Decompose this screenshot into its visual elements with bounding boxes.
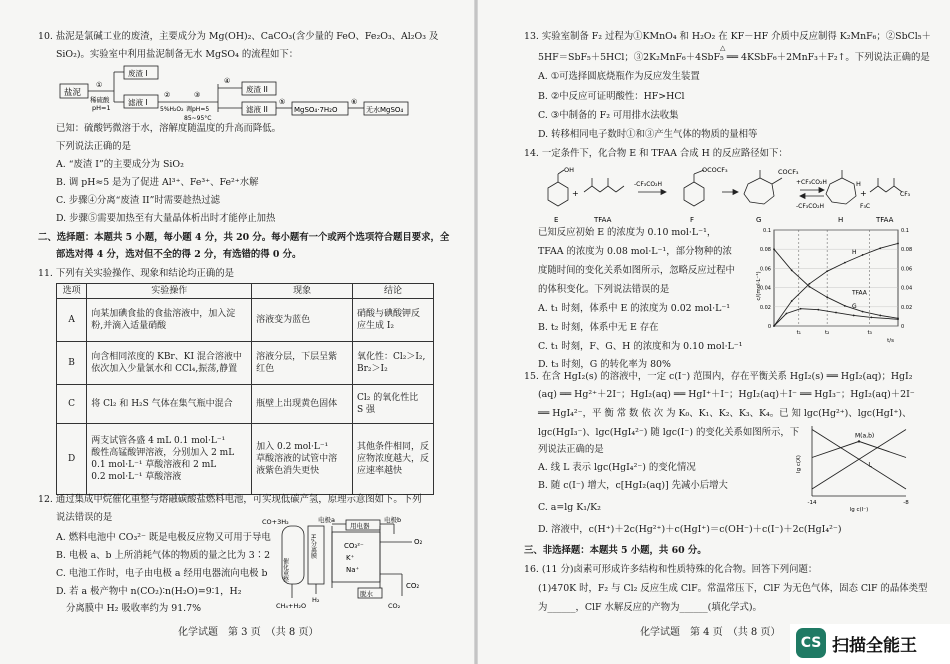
table-row xyxy=(57,342,434,385)
diagram-input-top: CO+3H₂ xyxy=(262,518,289,526)
q14-option-c: C. t₁ 时刻，F、G、H 的浓度和为 0.10 mol·L⁻¹ xyxy=(538,341,743,352)
q12-option-b: B. 电极 a、b 上所消耗气体的物质的量之比为 3∶2 xyxy=(56,550,271,561)
chart2-xtick: -14 xyxy=(807,500,817,506)
q12-stem-1: 12. 通过集成甲烷催化重整与熔融碳酸盐燃料电池，可实现低碳产氢，原理示意图如下。下列 xyxy=(38,494,422,505)
scheme-nh: H xyxy=(856,180,861,188)
scheme-label-h: H xyxy=(838,216,844,224)
section2-heading-2: 部选对得 4 分，选对但不全的得 2 分，有选错的得 0 分。 xyxy=(56,249,302,260)
q11-th-phenomenon: 现象 xyxy=(252,284,353,299)
chart2-xlabel: lg c(I⁻) xyxy=(849,507,869,513)
chart1-point xyxy=(897,243,899,245)
scheme-f3c: F₃C xyxy=(860,203,871,210)
chart1-point xyxy=(791,300,793,302)
flow-step1-bottom: pH=1 xyxy=(92,104,111,112)
q10-option-d: D. 步骤⑤需要加热至有大量晶体析出时才能停止加热 xyxy=(56,213,276,224)
diagram-feed: CH₄+H₂O xyxy=(276,602,307,610)
q15-line-2: (aq) ══ Hg²⁺＋2I⁻；HgI₂(aq) ══ HgI⁺＋I⁻；HgI₂(aq)＋I⁻ ══ HgI₃⁻；HgI₂(aq)＋2I⁻ xyxy=(538,389,915,400)
q10-stem-1: 10. 盐泥是氯碱工业的废渣，主要成分为 Mg(OH)₂、CaCO₃(含少量的 FeO、Fe₂O₃、Al₂O₃ 及 xyxy=(38,31,439,42)
scheme-label-tfaa2: TFAA xyxy=(876,216,894,224)
chart1-point xyxy=(809,283,811,285)
cell-line: 氧化性：Cl₂＞I₂, xyxy=(356,352,426,362)
diagram-reformer: 催化重整 xyxy=(281,558,289,582)
diagram-co2-bottom: CO₂ xyxy=(388,602,401,610)
chart1-point xyxy=(844,262,846,264)
cell-line: Br₂＞I₂ xyxy=(356,364,388,374)
table-row xyxy=(57,424,434,495)
scheme-arrow2-top: +CF₃CO₂H xyxy=(796,179,827,186)
q14-option-b: B. t₂ 时刻，体系中无 E 存在 xyxy=(538,322,659,333)
q14-text-2: TFAA 的浓度为 0.08 mol·L⁻¹，部分物种的浓 xyxy=(538,246,732,257)
chart1-xtick: t₃ xyxy=(867,330,872,336)
flow-step2-label: 5%H₂O₂ xyxy=(160,106,184,113)
q15-line-3: ══ HgI₄²⁻，平 衡 常 数 依 次 为 K₀、K₁、K₂、K₃、K₄。已 知 lgc(Hg²⁺)、lgc(HgI⁺)、 xyxy=(538,408,912,419)
chart1-ylabel: c/(mol·L⁻¹) xyxy=(756,271,762,301)
chart1-ytick-right: 0.1 xyxy=(901,228,909,234)
q16-line-2: (1)470K 时，F₂ 与 Cl₂ 反应生成 ClF。常温常压下，ClF 为无色气体，固态 ClF 的晶体类型 xyxy=(538,583,928,594)
chart1-point xyxy=(862,311,864,313)
scheme-ocof: OCOCF₃ xyxy=(702,166,728,174)
q11-row-b-phen xyxy=(252,342,353,385)
chart2-xtick: -8 xyxy=(903,500,909,506)
scheme-oh: OH xyxy=(564,166,575,174)
camscanner-watermark xyxy=(790,624,950,664)
flow-step4: ④ xyxy=(224,77,231,85)
q16-line-3: 为______，ClF 水解反应的产物为______(填化学式)。 xyxy=(538,602,762,613)
scheme-arrow1: -CF₃CO₂H xyxy=(634,181,663,188)
flow-step3-label: 调pH=5 xyxy=(186,106,210,113)
chart1-ytick-left: 0.04 xyxy=(759,285,771,292)
cell-line: 两支试管各盛 4 mL 0.1 mol·L⁻¹ xyxy=(91,436,226,446)
q12-option-d: D. 若 a 极产物中 n(CO₂)∶n(H₂O)=9∶1，H₂ xyxy=(56,586,242,597)
table-row xyxy=(57,299,434,342)
scheme-arrow2-bottom: -CF₃CO₂H xyxy=(796,203,825,210)
q12-option-d-cont: 分离膜中 H₂ 吸收率约为 91.7% xyxy=(66,603,202,614)
chart1-point xyxy=(879,315,881,317)
diagram-na: Na⁺ xyxy=(346,566,360,574)
chart2-ylabel: lg c(X) xyxy=(796,455,802,473)
cell-line: 应生成 I₂ xyxy=(356,321,395,331)
flow-start: 盐泥 xyxy=(64,88,82,98)
flow-residue1: 废渣 I xyxy=(128,69,148,78)
chart1-point xyxy=(835,312,837,314)
chart1-series-line xyxy=(774,249,898,318)
q11-th-conclusion: 结论 xyxy=(352,284,433,299)
q11-th-operation: 实验操作 xyxy=(87,284,252,299)
q14-concentration-chart xyxy=(752,222,922,346)
scheme-label-tfaa: TFAA xyxy=(594,216,612,224)
camscanner-text: 扫描全能王 xyxy=(832,636,917,656)
chart2-series-line xyxy=(812,441,906,457)
q15-option-a: A. 线 L 表示 lgc(HgI₄²⁻) 的变化情况 xyxy=(538,462,696,473)
q14-option-d: D. t₃ 时刻，G 的转化率为 80% xyxy=(538,359,671,370)
q11-table-header xyxy=(57,284,434,299)
q11-row-a-op xyxy=(87,299,252,342)
q11-row-a-conc xyxy=(352,299,433,342)
q12-fuel-cell-diagram xyxy=(262,516,436,612)
q11-row-a-opt: A xyxy=(57,299,87,342)
cell-line: 粉,并滴入适量硝酸 xyxy=(91,321,167,331)
q11-row-a-phen xyxy=(252,299,353,342)
cell-line: Cl₂ 的氧化性比 xyxy=(356,393,419,403)
cell-line: 硝酸与碘酸钾反 xyxy=(356,309,420,319)
camscanner-logo-icon: CS xyxy=(796,628,826,658)
diagram-device: 用电器 xyxy=(350,522,370,530)
q11-th-option: 选项 xyxy=(57,284,87,299)
diagram-o2: O₂ xyxy=(414,538,423,546)
q10-prompt: 下列说法正确的是 xyxy=(56,141,132,152)
flow-filtrate2: 滤液 II xyxy=(246,105,268,114)
cell-line: 液紫色消失更快 xyxy=(256,466,320,476)
chart1-series-label: H xyxy=(851,249,857,256)
chart1-ytick-right: 0.06 xyxy=(901,266,913,273)
flow-product1: MgSO₄·7H₂O xyxy=(294,106,338,114)
chart1-point xyxy=(871,316,873,318)
chart1-ytick-left: 0.08 xyxy=(759,247,771,254)
q16-line-1: 16. (11 分)卤素可形成许多结构和性质特殊的化合物。回答下列问题： xyxy=(524,564,818,575)
diagram-co3: CO₃²⁻ xyxy=(344,542,364,550)
flow-circle3: ③ xyxy=(194,91,201,99)
chart1-point xyxy=(809,286,811,288)
cell-line: 草酸溶液的试管中溶 xyxy=(256,454,338,464)
chart1-point xyxy=(826,296,828,298)
chart1-ytick-right: 0.08 xyxy=(901,247,913,254)
chart1-ytick-right: 0.04 xyxy=(901,285,913,292)
chart2-label-m: M(a,b) xyxy=(855,432,875,440)
cell-line: S 强 xyxy=(356,405,376,415)
scheme-label-g: G xyxy=(756,216,762,224)
chart1-xtick: t₁ xyxy=(796,330,801,336)
q11-row-b-opt: B xyxy=(57,342,87,385)
diagram-electrode-a: 电极a xyxy=(318,516,335,524)
cell-line: 0.2 mol·L⁻¹ 草酸溶液 xyxy=(91,472,182,482)
chart1-point xyxy=(773,325,775,327)
q15-line-5: 列说法正确的是 xyxy=(538,444,604,455)
left-page-footer: 化学试题 第 3 页 （共 8 页） xyxy=(178,627,319,638)
section2-heading-1: 二、选择题：本题共 5 小题，每小题 4 分，共 20 分。每小题有一个或两个选项符合题目要求，全 xyxy=(38,232,450,243)
cell-line: 依次加入少量氯水和 CCl₄,振荡,静置 xyxy=(91,364,238,374)
scheme-label-f: F xyxy=(690,216,695,224)
diagram-h2: H₂ xyxy=(312,596,320,604)
flow-circle6: ⑥ xyxy=(351,98,358,106)
q11-row-d-phen xyxy=(252,424,353,495)
chart1-point xyxy=(844,305,846,307)
chart1-point xyxy=(817,309,819,311)
flow-residue2: 废渣 II xyxy=(246,85,268,94)
q10-note: 已知：硫酸钙微溶于水，溶解度随温度的升高而降低。 xyxy=(56,123,282,134)
chart1-point xyxy=(879,247,881,249)
cell-line: 将 Cl₂ 和 H₂S 气体在集气瓶中混合 xyxy=(91,399,233,409)
cell-line: 0.1 mol·L⁻¹ 草酸溶液和 2 mL xyxy=(91,460,217,470)
q10-option-a: A. “废渣 I”的主要成分为 SiO₂ xyxy=(56,159,184,170)
diagram-remove-water: 脱水 xyxy=(360,590,373,598)
chart1-xlabel: t/s xyxy=(887,338,894,344)
q15-option-b: B. 随 c(I⁻) 增大，c[HgI₂(aq)] 先减小后增大 xyxy=(538,480,728,491)
q11-stem: 11. 下列有关实验操作、现象和结论均正确的是 xyxy=(38,268,235,279)
flow-circle1: ① xyxy=(96,81,103,89)
diagram-k: K⁺ xyxy=(346,554,355,562)
q13-option-c: C. ③中制备的 F₂ 可用排水法收集 xyxy=(538,110,679,121)
chart1-series-line xyxy=(774,309,898,326)
q12-option-c: C. 电池工作时，电子由电极 a 经用电器流向电极 b xyxy=(56,568,268,579)
chart1-point xyxy=(862,254,864,256)
chart1-point xyxy=(897,318,899,320)
q14-text-3: 度随时间的变化关系如图所示，忽略反应过程中 xyxy=(538,265,735,276)
q11-row-c-phen xyxy=(252,385,353,424)
flow-step1-top: 稀硫酸 xyxy=(90,96,110,104)
q11-row-b-conc xyxy=(352,342,433,385)
scheme-cof: COCF₃ xyxy=(778,168,799,176)
scheme-plus-2: + xyxy=(860,189,867,198)
q10-flowchart xyxy=(58,64,438,124)
q13-option-d: D. 转移相同电子数时①和③产生气体的物质的量相等 xyxy=(538,129,758,140)
scheme-plus-1: + xyxy=(572,189,579,198)
q13-stem-2: 5HF＝SbF₅＋5HCl；③2K₂MnF₆＋4SbF₅ ══ 4KSbF₆＋2MnF₃＋F₂↑。下列说法正确的是 xyxy=(538,52,930,63)
q11-row-c-opt: C xyxy=(57,385,87,424)
q13-stem-1: 13. 实验室制备 F₂ 过程为①KMnO₄ 和 H₂O₂ 在 KF－HF 介质中反应制得 K₂MnF₆；②SbCl₅＋ xyxy=(524,31,931,42)
q11-table xyxy=(56,283,434,495)
q15-lgc-chart xyxy=(790,420,916,516)
table-row xyxy=(57,385,434,424)
flow-product2: 无水MgSO₄ xyxy=(366,106,404,114)
chart1-ytick-left: 0.06 xyxy=(759,266,771,273)
q10-option-b: B. 调 pH≈5 是为了促进 Al³⁺、Fe³⁺、Fe²⁺水解 xyxy=(56,177,259,188)
q15-line-1: 15. 在含 HgI₂(s) 的溶液中，一定 c(I⁻) 范围内，存在平衡关系 HgI₂(s) ══ HgI₂(aq)；HgI₂ xyxy=(524,371,913,382)
cell-line: 瓶壁上出现黄色固体 xyxy=(256,399,338,409)
cell-line: 应速率越快 xyxy=(356,466,402,476)
q11-row-c-op xyxy=(87,385,252,424)
chart1-series-line xyxy=(774,243,898,326)
flow-step2: ② xyxy=(164,91,171,99)
q15-option-c: C. a=lg K₁/K₂ xyxy=(538,502,601,513)
page-fold xyxy=(474,0,478,664)
q15-line-4: lgc(HgI₃⁻)、lgc(HgI₄²⁻) 随 lgc(I⁻) 的变化关系如图所示，下 xyxy=(538,427,800,438)
cell-line: 向含相同浓度的 KBr、KI 混合溶液中 xyxy=(91,352,242,362)
right-page-footer: 化学试题 第 4 页 （共 8 页） xyxy=(640,627,781,638)
diagram-electrode-b: 电极b xyxy=(384,516,402,524)
q14-option-a: A. t₁ 时刻，体系中 E 的浓度为 0.02 mol·L⁻¹ xyxy=(538,303,731,314)
cell-line: 溶液变为蓝色 xyxy=(256,315,311,325)
flow-filtrate1: 滤液 I xyxy=(128,98,148,107)
scheme-cf3: CF₃ xyxy=(900,191,911,198)
q15-option-d: D. 溶液中，c(H⁺)＋2c(Hg²⁺)＋c(HgI⁺)＝c(OH⁻)＋c(I⁻)＋2c(HgI₄²⁻) xyxy=(538,524,842,535)
cell-line: 溶液分层，下层呈紫 xyxy=(256,352,338,362)
chart1-xtick: t₂ xyxy=(824,330,830,336)
chart1-point xyxy=(853,315,855,317)
chart1-point xyxy=(773,248,775,250)
cell-line: 加入 0.2 mol·L⁻¹ xyxy=(256,442,329,452)
flow-step5: ⑤ xyxy=(279,98,286,106)
chart1-point xyxy=(826,270,828,272)
q14-text-4: 的体积变化。下列说法错误的是 xyxy=(538,284,670,295)
q11-row-c-conc xyxy=(352,385,433,424)
chart1-ytick-left: 0.1 xyxy=(763,228,771,234)
q11-row-b-op xyxy=(87,342,252,385)
chart1-ytick-right: 0 xyxy=(901,324,905,330)
q12-stem-2: 说法错误的是 xyxy=(56,512,113,523)
q13-option-a: A. ①可选择圆底烧瓶作为反应发生装置 xyxy=(538,71,700,82)
cell-line: 红色 xyxy=(256,364,275,374)
q14-text-1: 已知反应初始 E 的浓度为 0.10 mol·L⁻¹， xyxy=(538,227,717,238)
q12-option-a: A. 燃料电池中 CO₃²⁻ 既是电极反应物又可用于导电 xyxy=(56,532,271,543)
chart1-ytick-left: 0.02 xyxy=(759,304,771,311)
cell-line: 其他条件相同，反 xyxy=(356,442,429,452)
q10-option-c: C. 步骤④分离“废渣 II”时需要趁热过滤 xyxy=(56,195,221,206)
q11-row-d-conc xyxy=(352,424,433,495)
q13-heat-triangle: △ xyxy=(720,44,726,52)
chart1-point xyxy=(786,313,788,315)
chart1-series-label: G xyxy=(851,302,857,310)
q11-row-d-op xyxy=(87,424,252,495)
chart1-ytick-left: 0 xyxy=(767,324,771,330)
diagram-membrane: H₂分离膜 xyxy=(309,534,317,559)
flow-step3-temp: 85~95°C xyxy=(184,115,212,122)
cell-line: 向某加碘食盐的食盐溶液中，加入淀 xyxy=(91,309,236,319)
diagram-co2-right: CO₂ xyxy=(406,582,420,590)
cell-line: 应物浓度越大，反 xyxy=(356,454,429,464)
chart1-point xyxy=(791,269,793,271)
cell-line: 酸性高锰酸钾溶液，分别加入 2 mL xyxy=(91,448,235,458)
chart1-point xyxy=(800,308,802,310)
q14-stem: 14. 一定条件下，化合物 E 和 TFAA 合成 H 的反应路径如下： xyxy=(524,148,788,159)
chart2-point-m xyxy=(858,440,860,442)
q14-reaction-scheme xyxy=(534,164,920,226)
q10-stem-2: SiO₂)。实验室中利用盐泥制备无水 MgSO₄ 的流程如下： xyxy=(56,49,299,60)
chart2-label-l: L xyxy=(868,461,872,469)
q11-row-d-opt: D xyxy=(57,424,87,495)
scheme-label-e: E xyxy=(554,216,559,224)
chart1-series-label: TFAA xyxy=(851,289,867,297)
q13-option-b: B. ②中反应可证明酸性：HF>HCl xyxy=(538,91,685,102)
chart1-ytick-right: 0.02 xyxy=(901,304,913,311)
section3-heading: 三、非选择题：本题共 5 小题，共 60 分。 xyxy=(524,545,707,556)
